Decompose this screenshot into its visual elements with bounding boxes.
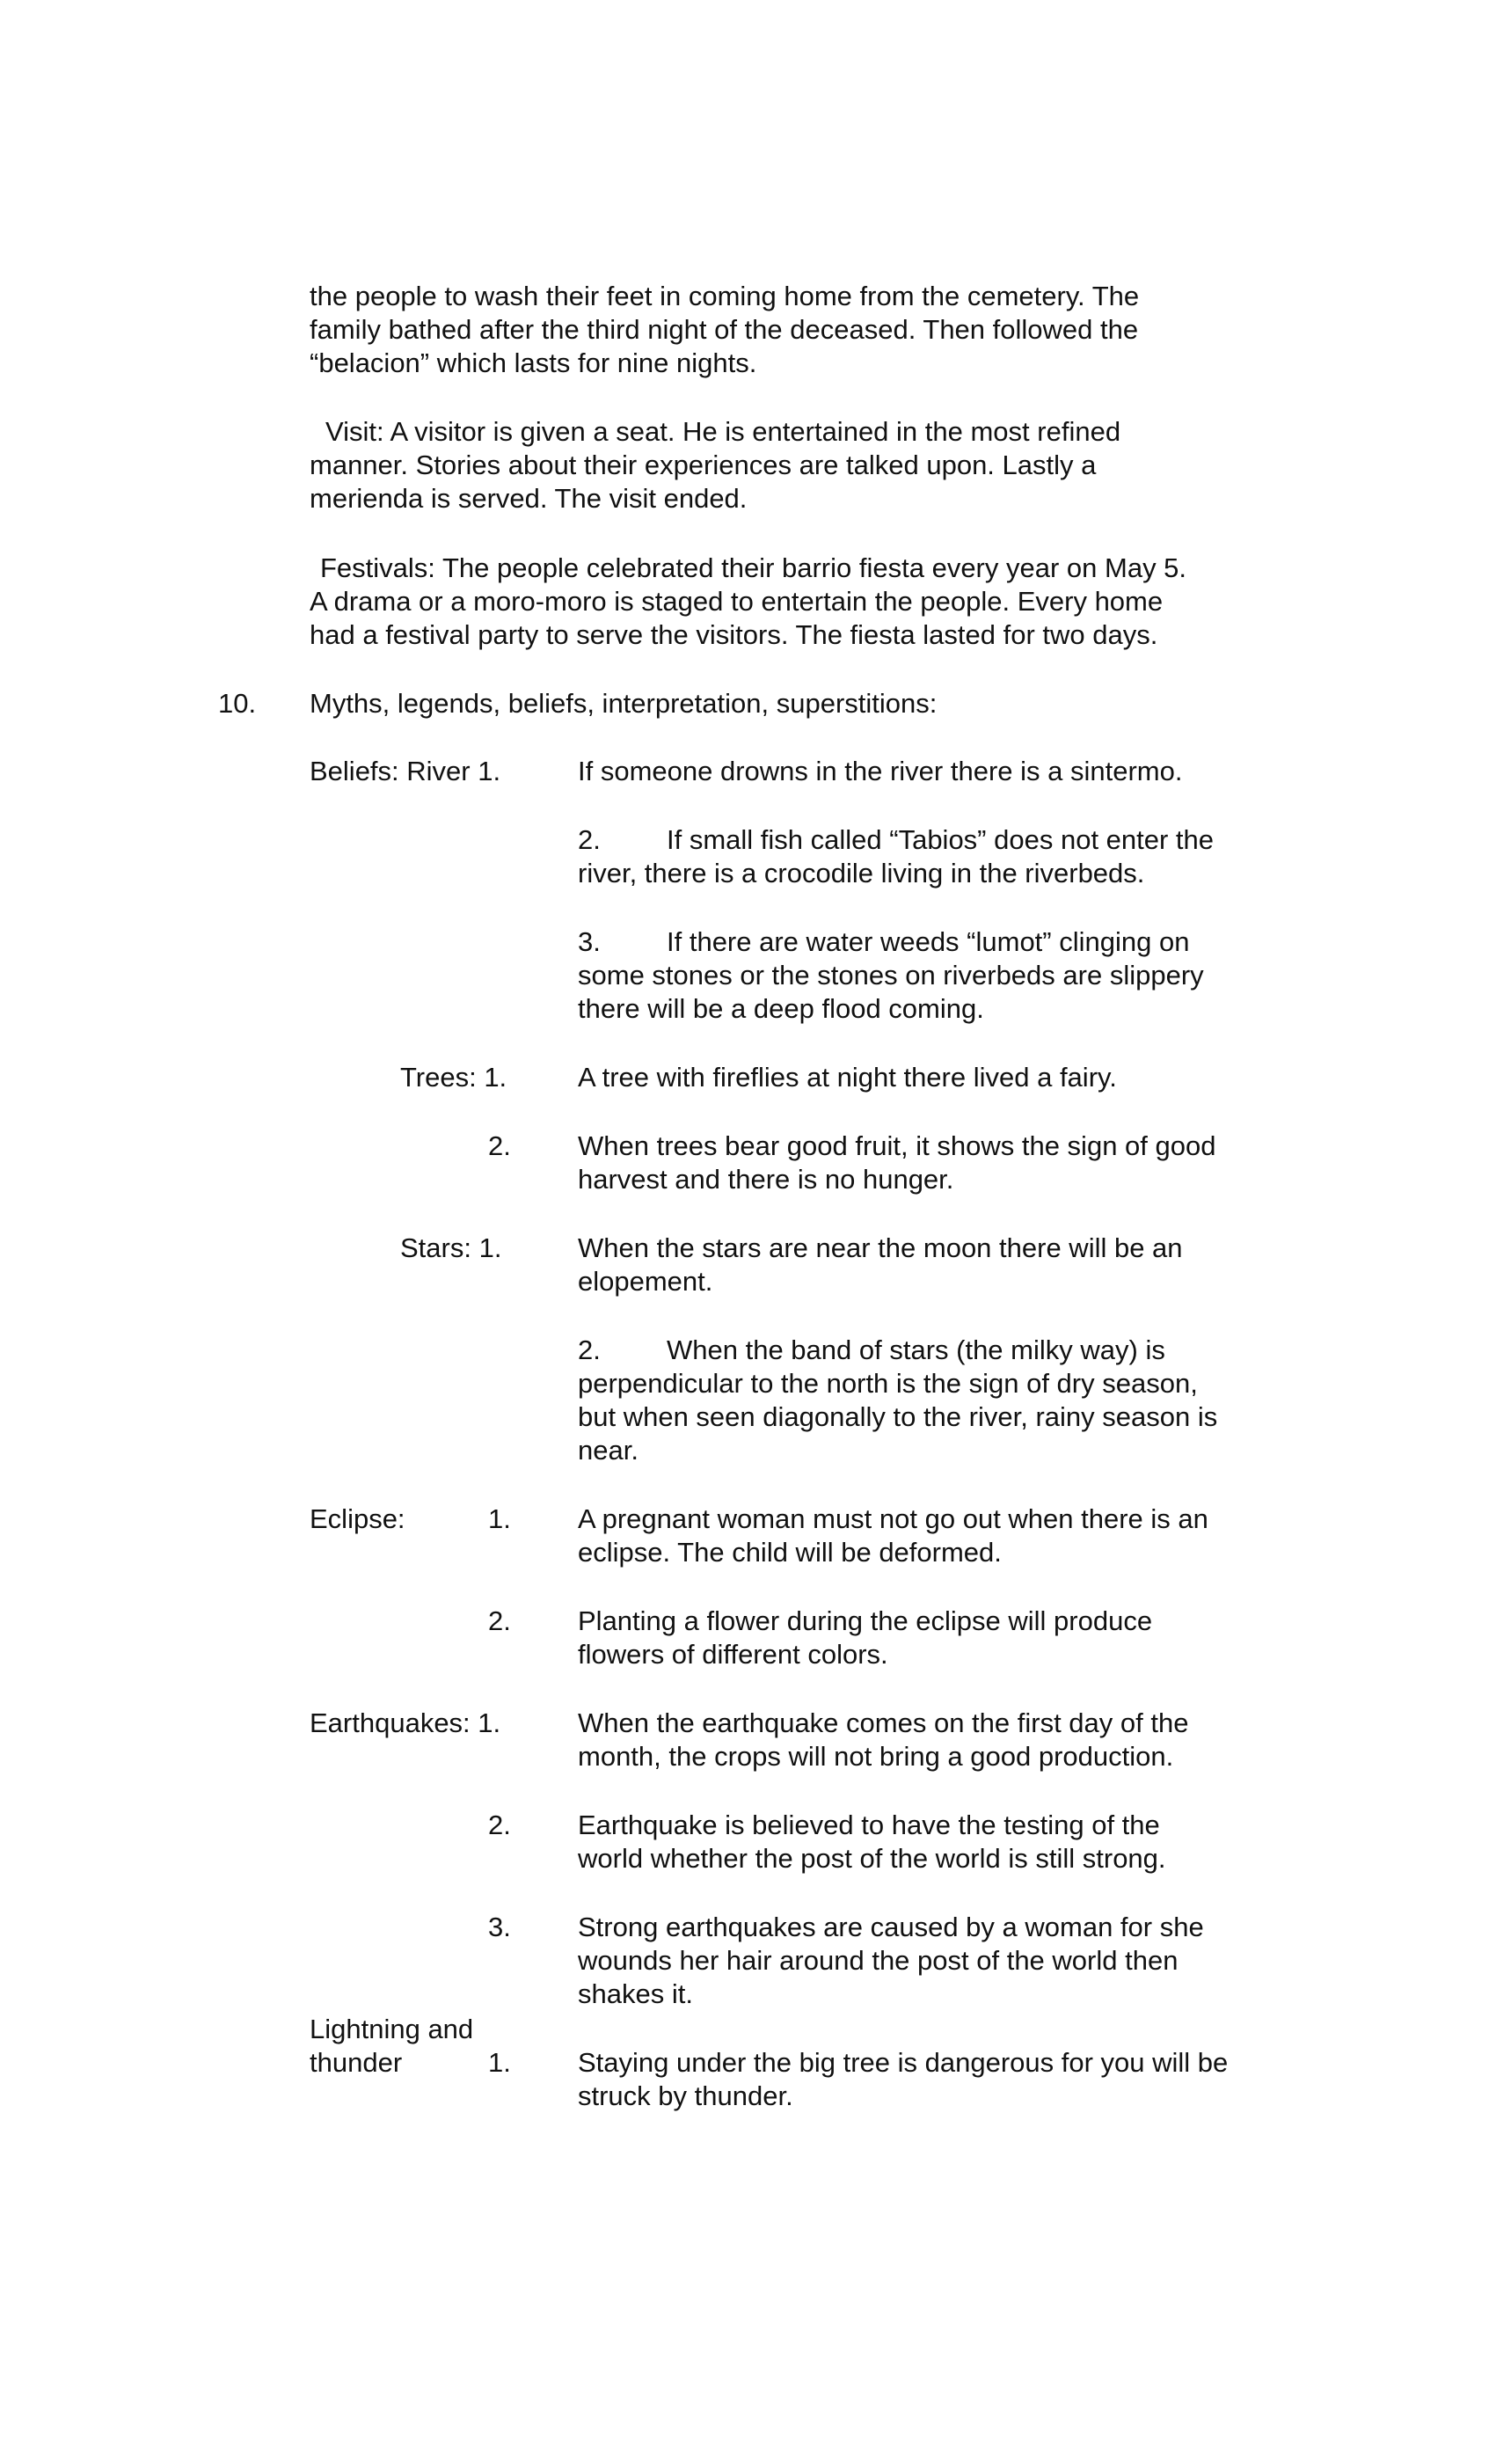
visit-line-3: merienda is served. The visit ended. xyxy=(310,483,748,514)
eclipse-label: Eclipse: xyxy=(310,1503,405,1534)
eclipse-item-1-line-2: eclipse. The child will be deformed. xyxy=(578,1537,1002,1568)
lightning-label-line-1: Lightning and xyxy=(310,2014,474,2044)
eclipse-item-1-line-1: A pregnant woman must not go out when there is an xyxy=(578,1503,1208,1534)
earthquakes-item-1-line-2: month, the crops will not bring a good production. xyxy=(578,1741,1174,1772)
river-item-3-number: 3. xyxy=(578,926,601,957)
lightning-label-line-2: thunder xyxy=(310,2047,403,2078)
eclipse-item-2-line-2: flowers of different colors. xyxy=(578,1639,888,1670)
stars-item-2-number: 2. xyxy=(578,1334,601,1365)
earthquakes-item-1-line-1: When the earthquake comes on the first day of the xyxy=(578,1707,1189,1738)
earthquakes-item-3-line-2: wounds her hair around the post of the world then xyxy=(578,1945,1179,1976)
earthquakes-item-3-line-1: Strong earthquakes are caused by a woman for she xyxy=(578,1912,1204,1942)
river-item-2-line-2: river, there is a crocodile living in the riverbeds. xyxy=(578,858,1145,888)
river-item-3-text: If there are water weeds “lumot” clinging on xyxy=(667,926,1190,957)
earthquakes-item-2-line-2: world whether the post of the world is still strong. xyxy=(578,1843,1166,1874)
festivals-line-1: Festivals: The people celebrated their barrio fiesta every year on May 5. xyxy=(320,552,1187,583)
stars-item-2-text: When the band of stars (the milky way) is xyxy=(667,1334,1165,1365)
trees-item-2-line-2: harvest and there is no hunger. xyxy=(578,1164,954,1195)
trees-item-2-number: 2. xyxy=(488,1130,511,1161)
earthquakes-item-3-line-3: shakes it. xyxy=(578,1978,693,2009)
trees-label: Trees: 1. xyxy=(400,1062,507,1093)
funeral-line-2: family bathed after the third night of the deceased. Then followed the xyxy=(310,314,1139,345)
visit-line-2: manner. Stories about their experiences are talked upon. Lastly a xyxy=(310,450,1097,480)
stars-label: Stars: 1. xyxy=(400,1232,502,1263)
festivals-line-3: had a festival party to serve the visitors. The fiesta lasted for two days. xyxy=(310,619,1158,650)
river-item-3-line-1 xyxy=(578,925,1286,960)
stars-item-2-line-3: but when seen diagonally to the river, rainy season is xyxy=(578,1401,1218,1432)
stars-item-2-line-1 xyxy=(578,1334,1286,1368)
eclipse-item-1-number: 1. xyxy=(488,1503,511,1534)
trees-item-1: A tree with fireflies at night there lived a fairy. xyxy=(578,1062,1117,1093)
eclipse-item-2-number: 2. xyxy=(488,1605,511,1636)
funeral-line-1: the people to wash their feet in coming home from the cemetery. The xyxy=(310,281,1140,311)
section-number: 10. xyxy=(218,688,257,719)
earthquakes-item-2-number: 2. xyxy=(488,1810,511,1840)
lightning-item-1-number: 1. xyxy=(488,2047,511,2078)
river-item-2-line-1 xyxy=(578,823,1286,858)
trees-item-2-line-1: When trees bear good fruit, it shows the sign of good xyxy=(578,1130,1216,1161)
stars-item-1-line-1: When the stars are near the moon there will be an xyxy=(578,1232,1183,1263)
river-item-2-number: 2. xyxy=(578,824,601,855)
earthquakes-item-3-number: 3. xyxy=(488,1912,511,1942)
stars-item-2-line-4: near. xyxy=(578,1435,639,1466)
section-heading: Myths, legends, beliefs, interpretation, superstitions: xyxy=(310,688,938,719)
lightning-item-1-line-2: struck by thunder. xyxy=(578,2080,793,2111)
river-item-2-text: If small fish called “Tabios” does not enter the xyxy=(667,824,1215,855)
earthquakes-label: Earthquakes: 1. xyxy=(310,1707,501,1738)
river-label: Beliefs: River 1. xyxy=(310,756,501,786)
stars-item-1-line-2: elopement. xyxy=(578,1266,713,1297)
funeral-line-3: “belacion” which lasts for nine nights. xyxy=(310,347,757,378)
river-item-1: If someone drowns in the river there is a sintermo. xyxy=(578,756,1183,786)
lightning-item-1-line-1: Staying under the big tree is dangerous for you will be xyxy=(578,2047,1229,2078)
stars-item-2-line-2: perpendicular to the north is the sign of dry season, xyxy=(578,1368,1198,1399)
festivals-line-2: A drama or a moro-moro is staged to entertain the people. Every home xyxy=(310,586,1164,617)
eclipse-item-2-line-1: Planting a flower during the eclipse will produce xyxy=(578,1605,1153,1636)
river-item-3-line-2: some stones or the stones on riverbeds are slippery xyxy=(578,960,1204,991)
river-item-3-line-3: there will be a deep flood coming. xyxy=(578,993,984,1024)
visit-line-1: Visit: A visitor is given a seat. He is entertained in the most refined xyxy=(325,416,1121,447)
earthquakes-item-2-line-1: Earthquake is believed to have the testing of the xyxy=(578,1810,1160,1840)
